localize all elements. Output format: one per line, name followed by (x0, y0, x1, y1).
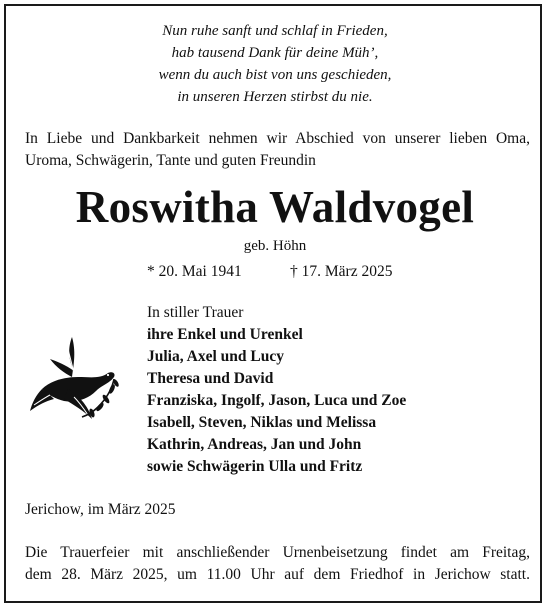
deceased-name: Roswitha Waldvogel (75, 182, 475, 232)
service-line: Die Trauerfeier mit anschließender Urnenbeisetzung findet am Freitag, (25, 544, 530, 561)
place-date: Jerichow, im März 2025 (25, 501, 176, 518)
mourner-line: sowie Schwägerin Ulla und Fritz (147, 458, 363, 475)
poem-line: in unseren Herzen stirbst du nie. (177, 89, 373, 105)
poem (0, 20, 550, 108)
intro-line: In Liebe und Dankbarkeit nehmen wir Abschied von unserer lieben Oma, (25, 130, 530, 147)
mourner-line: Kathrin, Andreas, Jan und John (147, 436, 362, 453)
death-date: † 17. März 2025 (290, 263, 393, 280)
mourners-list (147, 302, 406, 478)
birth-date: * 20. Mai 1941 (147, 263, 242, 280)
mourner-line: Franziska, Ingolf, Jason, Luca und Zoe (147, 392, 407, 409)
mourner-line: Isabell, Steven, Niklas und Melissa (147, 414, 377, 431)
dove-with-olive-branch-icon (28, 333, 124, 425)
mourner-line: Theresa und David (147, 370, 274, 387)
poem-line: wenn du auch bist von uns geschieden, (158, 67, 392, 83)
mourning-lead: In stiller Trauer (147, 304, 244, 321)
service-line: dem 28. März 2025, um 11.00 Uhr auf dem Friedhof in Jerichow statt. (25, 566, 530, 583)
mourner-line: Julia, Axel und Lucy (147, 348, 284, 365)
birth-name: geb. Höhn (243, 238, 307, 254)
intro-text (25, 128, 530, 172)
intro-line: Uroma, Schwägerin, Tante und guten Freundin (25, 152, 316, 169)
funeral-service-text (25, 542, 530, 586)
poem-line: hab tausend Dank für deine Müh’, (171, 45, 379, 61)
mourner-line: ihre Enkel und Urenkel (147, 326, 303, 343)
poem-line: Nun ruhe sanft und schlaf in Frieden, (162, 23, 388, 39)
